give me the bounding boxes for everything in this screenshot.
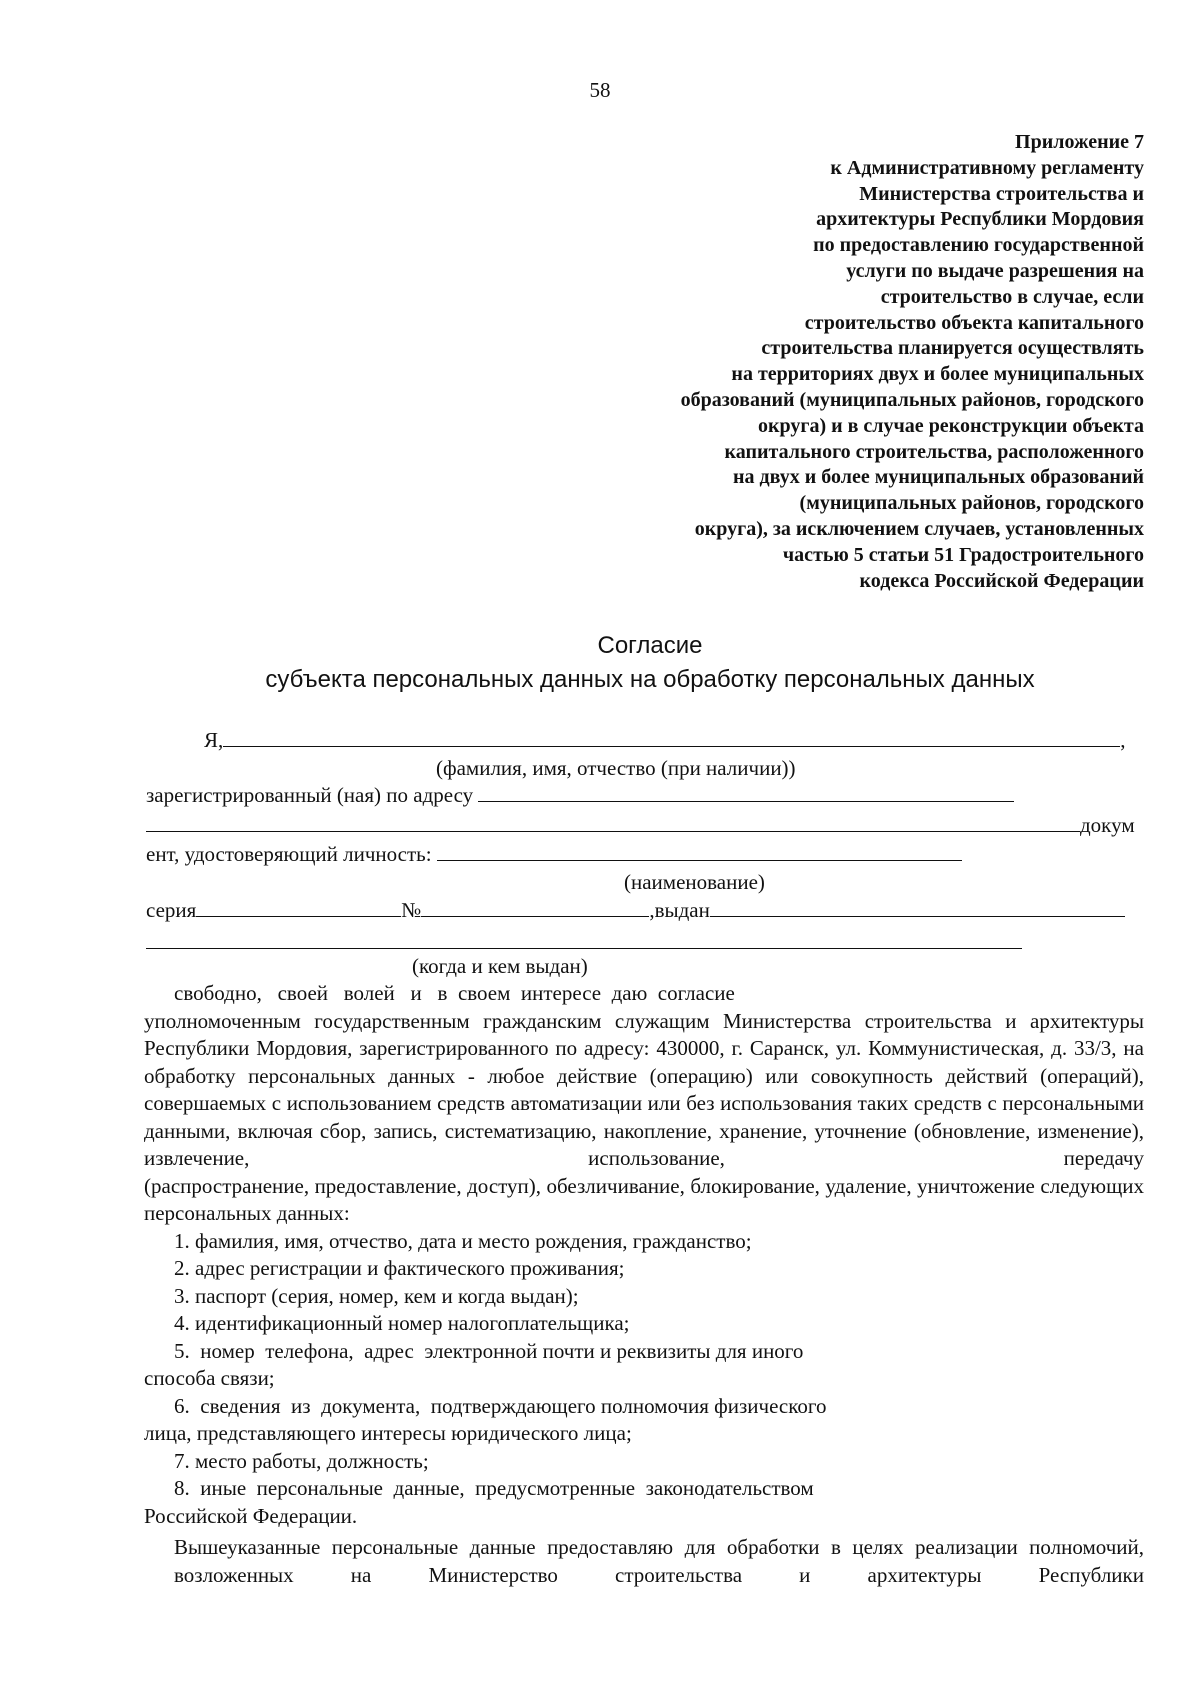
document-row [146,842,962,867]
list-item: 4. идентификационный номер налогоплательщика; [174,1311,630,1335]
appendix-line: строительства планируется осуществлять [761,337,1144,360]
appendix-line: частью 5 статьи 51 Градостроительного [782,543,1144,566]
appendix-line: услуги по выдаче разрешения на [846,259,1144,282]
fio-field[interactable] [223,728,1120,747]
list-item-cont: способа связи; [144,1366,275,1390]
appendix-line: кодекса Российской Федерации [859,569,1144,592]
document-subtitle: субъекта персональных данных на обработку персональных данных [265,666,1035,693]
doc-label-part2: ент, удостоверяющий личность: [146,842,432,866]
list-item: 8. иные персональные данные, предусмотренные законодательством [174,1476,814,1500]
issued-hint: (когда и кем выдан) [412,954,588,978]
i-label: Я, [204,728,224,752]
list-item-cont: лица, представляющего интересы юридического лица; [144,1421,632,1445]
appendix-line: Министерства строительства и [859,182,1144,205]
issued-row-2 [146,930,1022,955]
list-item: 1. фамилия, имя, отчество, дата и место рождения, гражданство; [174,1228,752,1253]
address-row-2 [146,813,1135,838]
appendix-line: округа) и в случае реконструкции объекта [757,414,1144,437]
issued-field-cont[interactable] [146,930,1022,949]
consent-line-1: свободно, своей волей и в своем интересе даю согласие [174,981,735,1005]
appendix-line: строительство в случае, если [880,285,1144,308]
list-item-cont: Российской Федерации. [144,1503,358,1528]
fio-row [204,728,1126,753]
fio-hint: (фамилия, имя, отчество (при наличии)) [436,756,796,780]
page-number: 58 [589,78,611,102]
address-field[interactable] [478,783,1014,802]
list-item: 6. сведения из документа, подтверждающего полномочия физического [174,1393,827,1418]
list-item: 7. место работы, должность; [174,1448,429,1473]
appendix-line: округа), за исключением случаев, установленных [694,517,1144,540]
series-label: серия [146,898,197,922]
fio-comma: , [1120,728,1126,752]
list-item: 2. адрес регистрации и фактического проживания; [174,1256,625,1280]
appendix-line: капитального строительства, расположенного [724,440,1144,463]
list-item: 3. паспорт (серия, номер, кем и когда выдан); [174,1283,579,1308]
doc-hint: (наименование) [624,870,765,894]
appendix-line: на территориях двух и более муниципальных [731,363,1144,386]
appendix-line: строительство объекта капитального [804,311,1144,334]
appendix-line: по предоставлению государственной [813,234,1144,257]
issued-label: ,выдан [649,898,710,922]
series-field[interactable] [196,898,401,917]
appendix-header [444,130,1144,594]
number-label: № [401,898,422,922]
appendix-line: к Административному регламенту [830,156,1144,179]
address-field-cont[interactable] [146,813,1080,832]
list-item: 5. номер телефона, адрес электронной почти и реквизиты для иного [174,1338,804,1363]
consent-paragraph: уполномоченным государственным гражданским служащим Министерства строительства и архитектуры Республики Мордовия, зарегистрированного по адресу: 430000, г. Саранск, ул. Коммунистическая, д. 33/3, на обработку персональных данных - любое действие (операцию) или совокупность действий (операций), совершаемых с использованием средств автоматизации или без использования таких средств с персональными данными, включая сбор, запись, систематизацию, накопление, хранение, уточнение (обновление, изменение), извлечение, использование, передачу [144,1008,1144,1170]
issued-field[interactable] [710,898,1125,917]
number-field[interactable] [421,898,649,917]
appendix-line: на двух и более муниципальных образований [733,466,1144,489]
appendix-line: образований (муниципальных районов, городского [680,388,1144,411]
address-label: зарегистрированный (ная) по адресу [146,783,474,807]
doc-label-part1: докум [1080,813,1135,837]
address-row [146,783,1014,808]
series-row [146,898,1125,923]
appendix-line: Приложение 7 [1015,131,1144,153]
document-field[interactable] [437,842,962,861]
closing-paragraph: Вышеуказанные персональные данные предоставляю для обработки в целях реализации полномочий, возложенных на Министерство строительства и архитектуры Республики [174,1535,1144,1587]
document-title: Согласие [597,632,703,659]
appendix-line: (муниципальных районов, городского [799,492,1144,515]
consent-body [144,980,1144,1589]
appendix-line: архитектуры Республики Мордовия [816,208,1144,231]
consent-paragraph-2: (распространение, предоставление, доступ), обезличивание, блокирование, удаление, уничтожение следующих персональных данных: [144,1173,1144,1225]
